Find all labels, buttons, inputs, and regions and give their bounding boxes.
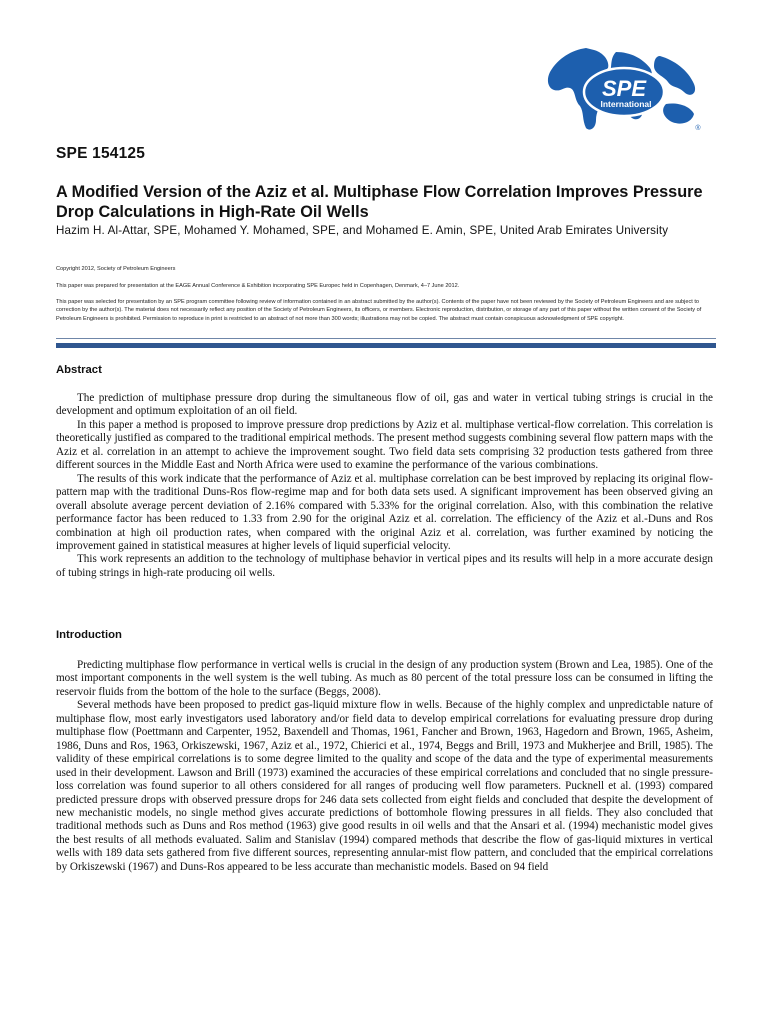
divider-thin bbox=[56, 338, 716, 339]
abstract-paragraph: The prediction of multiphase pressure drop during the simultaneous flow of oil, gas and water in vertical tubing strings is crucial in the development and optimum exploitation of an oil field. bbox=[56, 392, 713, 418]
introduction-body bbox=[56, 659, 713, 874]
selection-note: This paper was selected for presentation by an SPE program committee following review of information contained in an abstract submitted by the author(s). Contents of the paper have not been reviewed by the Society of Petroleum Engineers and are subject to correction by the author(s). The material does not necessarily reflect any position of the Society of Petroleum Engineers, its officers, or members. Electronic reproduction, distribution, or storage of any part of this paper without the written consent of the Society of Petroleum Engineers is prohibited. Permission to reproduce in print is restricted to an abstract of not more than 300 words; illustrations may not be copied. The abstract must contain conspicuous acknowledgment of SPE copyright. bbox=[56, 299, 702, 322]
paper-authors: Hazim H. Al-Attar, SPE, Mohamed Y. Mohamed, SPE, and Mohamed E. Amin, SPE, United Arab Emirates University bbox=[56, 224, 669, 237]
abstract-paragraph: The results of this work indicate that the performance of Aziz et al. multiphase correlation can be best improved by replacing its original flow-pattern map with the traditional Duns-Ros flow-regime map and for both data sets used. A significant improvement has been observed giving an overall absolute average percent deviation of 2.16% compared with 5.33% for the original correlation. Also, with this combination the relative performance factor has been reduced to 1.33 from 2.90 for the original Aziz et al. correlation. The efficiency of the Aziz et al.-Duns and Ros combination at high oil production rates, when compared with the original Aziz et al. correlation, was further examined by noticing the improvement gained in statistical measures at higher levels of liquid superficial velocity. bbox=[56, 472, 713, 552]
introduction-paragraph: Several methods have been proposed to predict gas-liquid mixture flow in wells. Because of the highly complex and unpredictable nature of multiphase flow, most early investigators used laboratory and/or field data to develop empirical correlations for evaluating pressure drop during multiphase flow (Poettmann and Carpenter, 1952, Baxendell and Thomas, 1961, Fancher and Brown, 1963, Hagedorn and Brown, 1965, Asheim, 1986, Duns and Ros, 1963, Orkiszewski, 1967, Aziz et al., 1972, Chierici et al., 1974, Beggs and Brill, 1973 and Mukherjee and Brill, 1985). The validity of these empirical correlations is to some degree limited to the quality and scope of the data and the type of experimental measurements used in their development. Lawson and Brill (1973) examined the accuracies of these empirical correlations and concluded that no single pressure-loss correlation was found superior to all others considered for all ranges of producing well flow parameters. Pucknell et al. (1993) compared predicted pressure drops with observed pressure drops for 246 data sets collected from eight fields and concluded that despite the development of new mechanistic models, no single method gives accurate predictions of bottomhole flowing pressures in all fields. They also concluded that traditional methods such as Duns and Ros method (1963) give good results in oil wells and that the Ansari et al. (1994) mechanistic model gives the best results of all methods evaluated. Salim and Stanislav (1994) compared methods that describe the flow of gas-liquid mixtures in vertical wells with 189 data sets gathered from five different sources, representing annular-mist flow pattern, and concluded that the empirical correlations by Orkiszewski (1967) and Duns-Ros appeared to be less accurate than mechanistic models. Based on 94 field bbox=[56, 699, 713, 873]
paper-id: SPE 154125 bbox=[56, 145, 146, 162]
abstract-paragraph: This work represents an addition to the technology of multiphase behavior in vertical pipes and its results will help in a more accurate design of tubing strings in high-rate producing oil wells. bbox=[56, 553, 713, 579]
logo-wordmark: SPE bbox=[601, 76, 647, 101]
abstract-body bbox=[56, 392, 713, 580]
paper-title: A Modified Version of the Aziz et al. Multiphase Flow Correlation Improves Pressure Drop Calculations in High-Rate Oil Wells bbox=[56, 183, 703, 221]
prepared-note: This paper was prepared for presentation at the EAGE Annual Conference & Exhibition incorporating SPE Europec held in Copenhagen, Denmark, 4–7 June 2012. bbox=[56, 283, 460, 289]
introduction-paragraph: Predicting multiphase flow performance in vertical wells is crucial in the design of any production system (Brown and Lea, 1985). One of the most important components in the well system is the well tubing. As much as 80 percent of the total pressure loss can be consumed in lifting the reservoir fluids from the bottom of the hole to the surface (Beggs, 2008). bbox=[56, 659, 713, 698]
logo-subtext: International bbox=[600, 99, 652, 109]
copyright-line: Copyright 2012, Society of Petroleum Engineers bbox=[56, 266, 176, 272]
introduction-heading: Introduction bbox=[56, 629, 122, 641]
abstract-heading: Abstract bbox=[56, 364, 102, 376]
registered-mark: ® bbox=[695, 125, 701, 132]
spe-globe-logo-icon bbox=[538, 44, 704, 134]
abstract-paragraph: In this paper a method is proposed to improve pressure drop predictions by Aziz et al. multiphase vertical-flow correlation. This correlation is theoretically justified as compared to the traditional empirical methods. The present method suggests combining several flow pattern maps with the Aziz et al. correlation in an attempt to achieve the improvement sought. Two field data sets comprising 32 production tests gathered from three different sources in the Middle East and North Africa were used to examine the performance of the various combinations. bbox=[56, 418, 713, 472]
divider-thick bbox=[56, 343, 716, 348]
